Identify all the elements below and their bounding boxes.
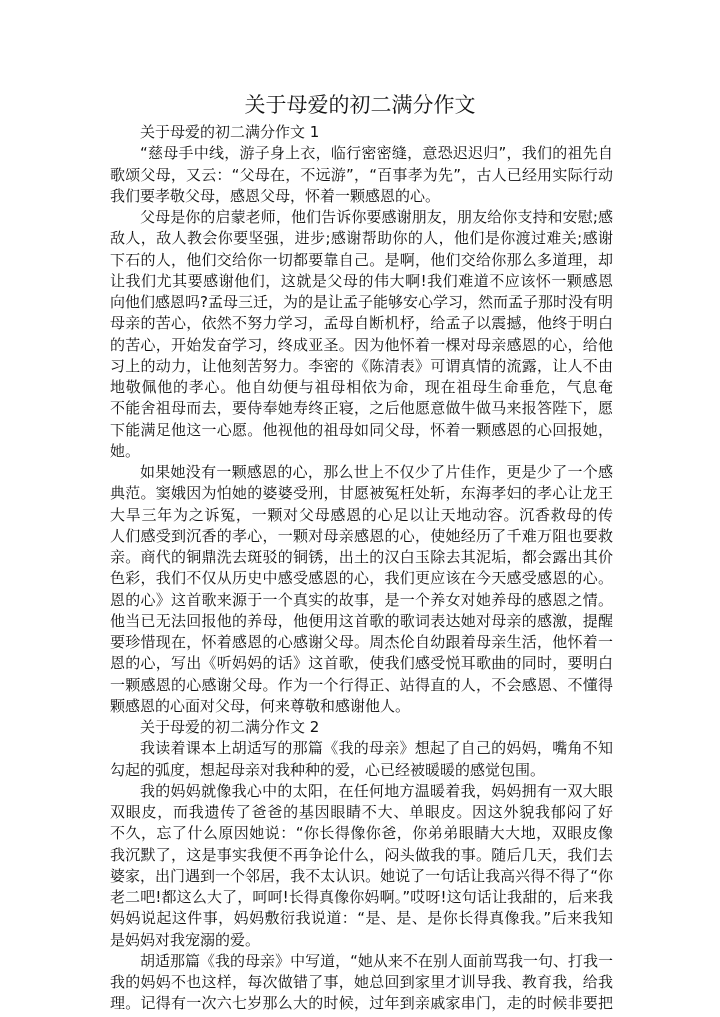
text-line: 如果她没有一颗感恩的心，那么世上不仅少了片佳作，更是少了一个感 — [140, 463, 613, 481]
paragraph — [110, 462, 613, 717]
text-line: 我读着课本上胡适写的那篇《我的母亲》想起了自己的妈妈，嘴角不知 — [140, 739, 613, 758]
text-line: 色彩，我们不仅从历史中感受感恩的心，我们更应该在今天感受感恩的心。 — [110, 569, 613, 588]
text-line: 父母是你的启蒙老师，他们告诉你要感谢朋友，朋友给你支持和安慰;感 — [140, 208, 613, 226]
text-line: 我的妈妈就像我心中的太阳，在任何地方温暖着我，妈妈拥有一双大眼 — [140, 781, 613, 800]
text-line: 她。 — [110, 441, 141, 460]
text-line: 老二吧!都这么大了，呵呵!长得真像你妈啊。”哎呀!这句话让我甜的，后来我 — [110, 888, 613, 906]
text-line: 我的妈妈不也这样，每次做错了事，她总回到家里才训导我、教育我，给我 — [110, 973, 613, 991]
text-line: 不久，忘了什么原因她说：“你长得像你爸，你弟弟眼睛大大地，双眼皮像 — [110, 824, 613, 843]
text-line: 不能舍祖母而去，要侍奉她寿终正寝，之后他愿意做牛做马来报答陛下，愿 — [110, 399, 613, 418]
text-line: 理。记得有一次六七岁那么大的时候，过年到亲戚家串门，走的时候非要把 — [110, 994, 613, 1013]
text-line: 关于母爱的初二满分作文 2 — [140, 718, 320, 736]
text-line: 颗感恩的心面对父母，何来尊敬和感谢他人。 — [110, 696, 411, 715]
text-line: 妈妈说起这件事，妈妈敷衍我说道：“是、是、是你长得真像我。”后来我知 — [110, 909, 613, 928]
paragraph — [110, 717, 613, 738]
text-line: 大旱三年为之诉冤，一颗对父母感恩的心足以让天地动容。沉香救母的传 — [110, 505, 613, 524]
text-line: 的苦心，开始发奋学习，终成亚圣。因为他怀着一棵对母亲感恩的心，给他 — [110, 335, 613, 354]
text-line: 我沉默了，这是事实我便不再争论什么，闷头做我的事。随后几天，我们去 — [110, 845, 613, 864]
text-line: 敌人，敌人教会你要坚强，进步;感谢帮助你的人，他们是你渡过难关;感谢 — [110, 229, 613, 248]
text-line: “慈母手中线，游子身上衣，临行密密缝，意恐迟迟归”，我们的祖先自 — [140, 144, 613, 163]
text-line: 关于母爱的初二满分作文 1 — [140, 123, 320, 141]
text-line: 让我们尤其要感谢他们，这就是父母的伟大啊!我们难道不应该怀一颗感恩 — [110, 271, 613, 290]
paragraph — [110, 207, 613, 462]
paragraph — [110, 122, 613, 143]
text-line: 勾起的弧度，想起母亲对我种种的爱，心已经被暖暖的感觉包围。 — [110, 760, 546, 779]
paragraph — [110, 781, 613, 951]
document-body — [110, 122, 613, 1015]
paragraph — [110, 951, 613, 1015]
text-line: 婆家，出门遇到一个邻居，我不太认识。她说了一句话让我高兴得不得了“你 — [110, 866, 613, 885]
text-line: 下能满足他这一心愿。他视他的祖母如同父母，怀着一颗感恩的心回报她， — [110, 420, 613, 439]
paragraph — [110, 143, 613, 207]
text-line: 地敬佩他的孝心。他自幼便与祖母相依为命，现在祖母生命垂危，气息奄 — [110, 378, 613, 396]
text-line: 下石的人，他们交给你一切都要靠自己。是啊，他们交给你那么多道理，却 — [110, 250, 613, 269]
text-line: 双眼皮，而我遗传了爸爸的基因眼睛不大、单眼皮。因这外貌我郁闷了好 — [110, 803, 613, 821]
text-line: 他当已无法回报他的养母，他便用这首歌的歌词表达她对母亲的感激，提醒 — [110, 611, 613, 630]
text-line: 恩的心，写出《听妈妈的话》这首歌，使我们感受悦耳歌曲的同时，要明白 — [110, 654, 613, 673]
text-line: 向他们感恩吗?孟母三迁，为的是让孟子能够安心学习，然而孟子那时没有明 — [110, 293, 613, 311]
text-line: 母亲的苦心，依然不努力学习，孟母自断机杼，给孟子以震撼，他终于明白 — [110, 314, 613, 333]
text-line: 人们感受到沉香的孝心，一颗对母亲感恩的心，使她经历了千难万阻也要救 — [110, 526, 613, 545]
text-line: 歌颂父母，又云：“父母在，不远游”，“百事孝为先”，古人已经用实际行动 — [110, 165, 613, 184]
text-line: 我们要孝敬父母，感恩父母，怀着一颗感恩的心。 — [110, 186, 441, 205]
text-line: 恩的心》这首歌来源于一个真实的故事，是一个养女对她养母的感恩之情。 — [110, 590, 613, 609]
text-line: 要珍惜现在，怀着感恩的心感谢父母。周杰伦自幼跟着母亲生活，他怀着一 — [110, 633, 613, 651]
document-title: 关于母爱的初二满分作文 — [244, 93, 476, 117]
text-line: 一颗感恩的心感谢父母。作为一个行得正、站得直的人，不会感恩、不懂得 — [110, 675, 613, 694]
paragraph — [110, 738, 613, 781]
text-line: 是妈妈对我宠溺的爱。 — [110, 930, 261, 949]
text-line: 胡适那篇《我的母亲》中写道，“她从来不在别人面前骂我一句、打我一 — [140, 951, 613, 970]
text-line: 习上的动力，让他刻苦努力。李密的《陈清表》可谓真情的流露，让人不由 — [110, 356, 613, 375]
text-line: 典范。窦娥因为怕她的婆婆受刑，甘愿被冤枉处斩，东海孝妇的孝心让龙王 — [110, 484, 613, 503]
text-line: 亲。商代的铜鼎洗去斑驳的铜锈，出土的汉白玉除去其泥垢，都会露出其价 — [110, 548, 613, 566]
